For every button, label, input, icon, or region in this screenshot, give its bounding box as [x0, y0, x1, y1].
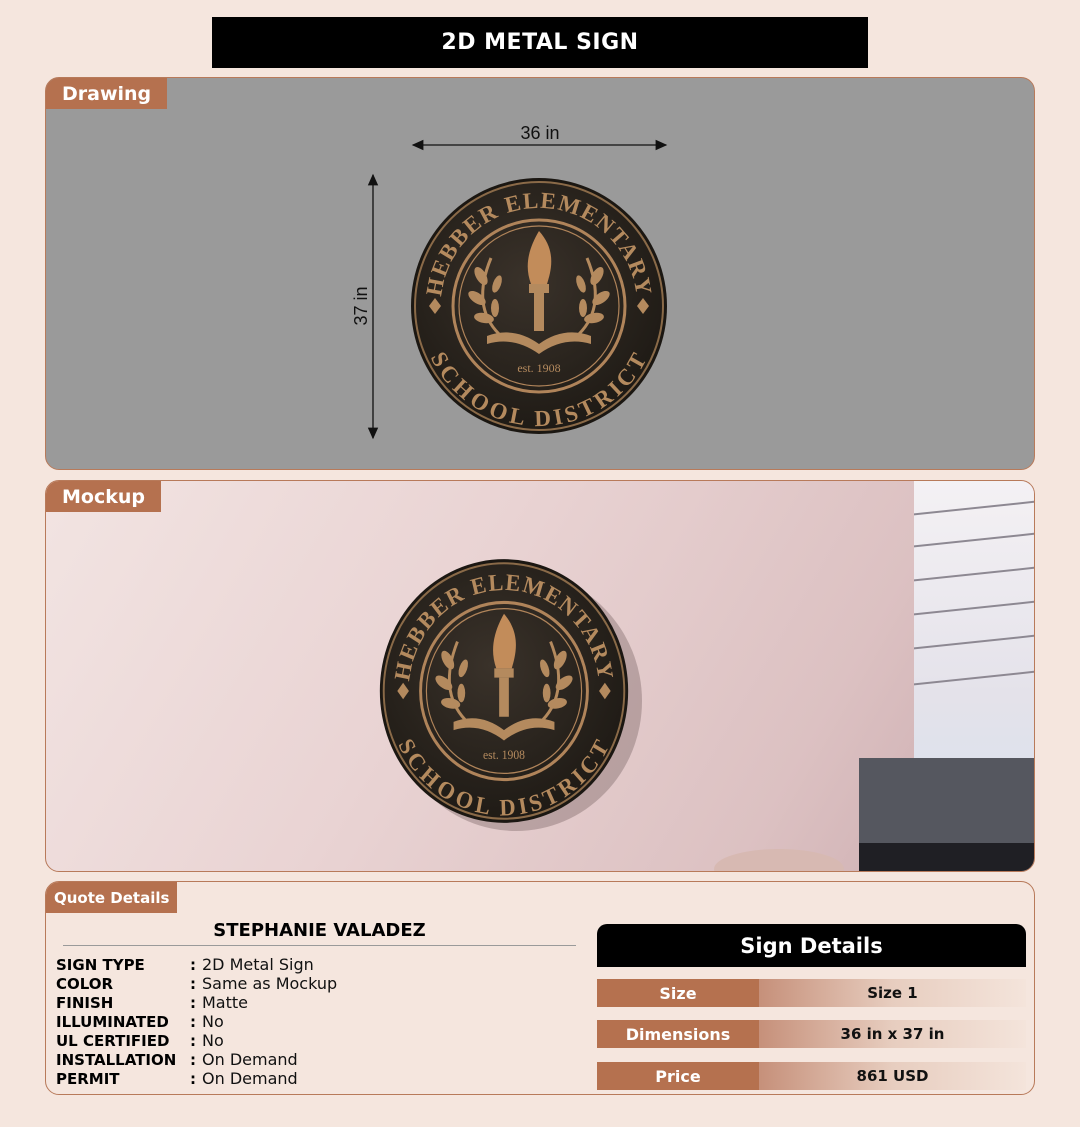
sign-details-row-price	[597, 1062, 1026, 1090]
sign-details-key: Price	[597, 1062, 759, 1090]
spec-value: No	[202, 1031, 224, 1050]
spec-value: On Demand	[202, 1050, 298, 1069]
spec-value: On Demand	[202, 1069, 298, 1088]
drawing-canvas	[46, 78, 1035, 470]
quote-details-panel	[45, 881, 1035, 1095]
spec-label: FINISH	[56, 993, 114, 1012]
sign-details-row-size	[597, 979, 1026, 1007]
mockup-panel	[45, 480, 1035, 872]
spec-row: ILLUMINATED : No	[56, 1012, 224, 1031]
drawing-tab-label: Drawing	[46, 78, 167, 109]
spec-list	[56, 955, 337, 1088]
sign-details-row-dimensions	[597, 1020, 1026, 1048]
sign-emblem-drawing	[411, 178, 667, 434]
sign-details-value: 861 USD	[759, 1062, 1026, 1090]
mockup-canvas	[46, 481, 1035, 872]
spec-label: INSTALLATION	[56, 1050, 177, 1069]
page-title: 2D METAL SIGN	[212, 17, 868, 68]
sign-details-title: Sign Details	[597, 924, 1026, 967]
sign-details-value: Size 1	[759, 979, 1026, 1007]
spec-value: No	[202, 1012, 224, 1031]
sign-details-value: 36 in x 37 in	[759, 1020, 1026, 1048]
spec-label: ILLUMINATED	[56, 1012, 169, 1031]
spec-row: SIGN TYPE : 2D Metal Sign	[56, 955, 314, 974]
spec-label: PERMIT	[56, 1069, 120, 1088]
drawing-panel	[45, 77, 1035, 470]
spec-value: Matte	[202, 993, 248, 1012]
width-dimension-label: 36 in	[520, 123, 560, 143]
quote-tab-label: Quote Details	[46, 882, 177, 913]
spec-row: FINISH : Matte	[56, 993, 248, 1012]
spec-label: COLOR	[56, 974, 114, 993]
spec-label: SIGN TYPE	[56, 955, 145, 974]
height-dimension-label: 37 in	[351, 286, 371, 326]
customer-name: STEPHANIE VALADEZ	[63, 920, 576, 946]
sign-emblem-mockup	[380, 559, 628, 823]
spec-row: PERMIT : On Demand	[56, 1069, 298, 1088]
spec-row: COLOR : Same as Mockup	[56, 974, 338, 993]
mockup-tab-label: Mockup	[46, 481, 161, 512]
spec-row: UL CERTIFIED : No	[56, 1031, 224, 1050]
spec-value: 2D Metal Sign	[202, 955, 314, 974]
sign-details-key: Dimensions	[597, 1020, 759, 1048]
spec-label: UL CERTIFIED	[56, 1031, 170, 1050]
spec-row: INSTALLATION : On Demand	[56, 1050, 298, 1069]
sign-details-key: Size	[597, 979, 759, 1007]
spec-value: Same as Mockup	[202, 974, 338, 993]
